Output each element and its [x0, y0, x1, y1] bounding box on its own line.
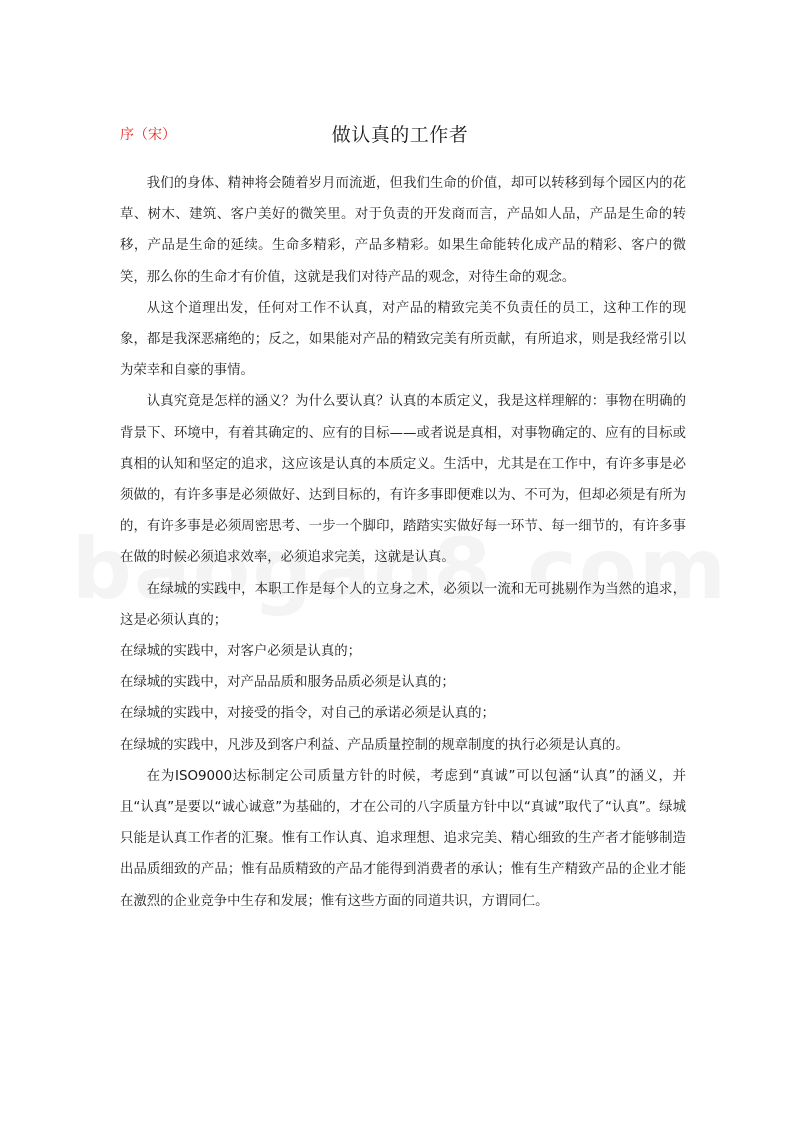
- document-header: [120, 120, 680, 150]
- paragraph: 在绿城的实践中，对客户必须是认真的；: [120, 644, 362, 660]
- paragraph: 从这个道理出发，任何对工作不认真，对产品的精致完美不负责任的员工，这种工作的现象，都是我深恶痛绝的；反之，如果能对产品的精致完美有所贡献，有所追求，则是我经常引以为荣幸和自豪的事情。: [120, 300, 686, 379]
- paragraph: 在绿城的实践中，对产品品质和服务品质必须是认真的；: [120, 675, 455, 691]
- document-title: 做认真的工作者: [331, 124, 469, 146]
- paragraph: 认真究竟是怎样的涵义？为什么要认真？认真的本质定义，我是这样理解的：事物在明确的背景下、环境中，有着其确定的、应有的目标——或者说是真相，对事物确定的、应有的目标或真相的认知和坚定的追求，这应该是认真的本质定义。生活中，尤其是在工作中，有许多事是必须做的，有许多事是必须做好、达到目标的，有许多事即便难以为、不可为，但却必须是有所为的，有许多事是必须周密思考、一步一个脚印，踏踏实实做好每一环节、每一细节的，有许多事在做的时候必须追求效率，必须追求完美，这就是认真。: [120, 394, 686, 566]
- section-label: 序（宋）: [120, 127, 176, 143]
- paragraph: 在为ISO9000达标制定公司质量方针的时候，考虑到“真诚”可以包涵“认真”的涵义，并且“认真”是要以“诚心诚意”为基础的，才在公司的八字质量方针中以“真诚”取代了“认真”。绿城只能是认真工作者的汇聚。惟有工作认真、追求理想、追求完美、精心细致的生产者才能够制造出品质细致的产品；惟有品质精致的产品才能得到消费者的承认；惟有生产精致产品的企业才能在激烈的企业竞争中生存和发展；惟有这些方面的同道共识，方谓同仁。: [120, 768, 686, 909]
- paragraph: 我们的身体、精神将会随着岁月而流逝，但我们生命的价值，却可以转移到每个园区内的花草、树木、建筑、客户美好的微笑里。对于负责的开发商而言，产品如人品，产品是生命的转移，产品是生命的延续。生命多精彩，产品多精彩。如果生命能转化成产品的精彩、客户的微笑，那么你的生命才有价值，这就是我们对待产品的观念，对待生命的观念。: [120, 176, 686, 285]
- paragraph: 在绿城的实践中，凡涉及到客户利益、产品质量控制的规章制度的执行必须是认真的。: [120, 737, 629, 753]
- paragraph: 在绿城的实践中，对接受的指令，对自己的承诺必须是认真的；: [120, 706, 495, 722]
- document-body: [120, 168, 686, 917]
- paragraph: 在绿城的实践中，本职工作是每个人的立身之术，必须以一流和无可挑剔作为当然的追求，这是必须认真的；: [120, 581, 686, 628]
